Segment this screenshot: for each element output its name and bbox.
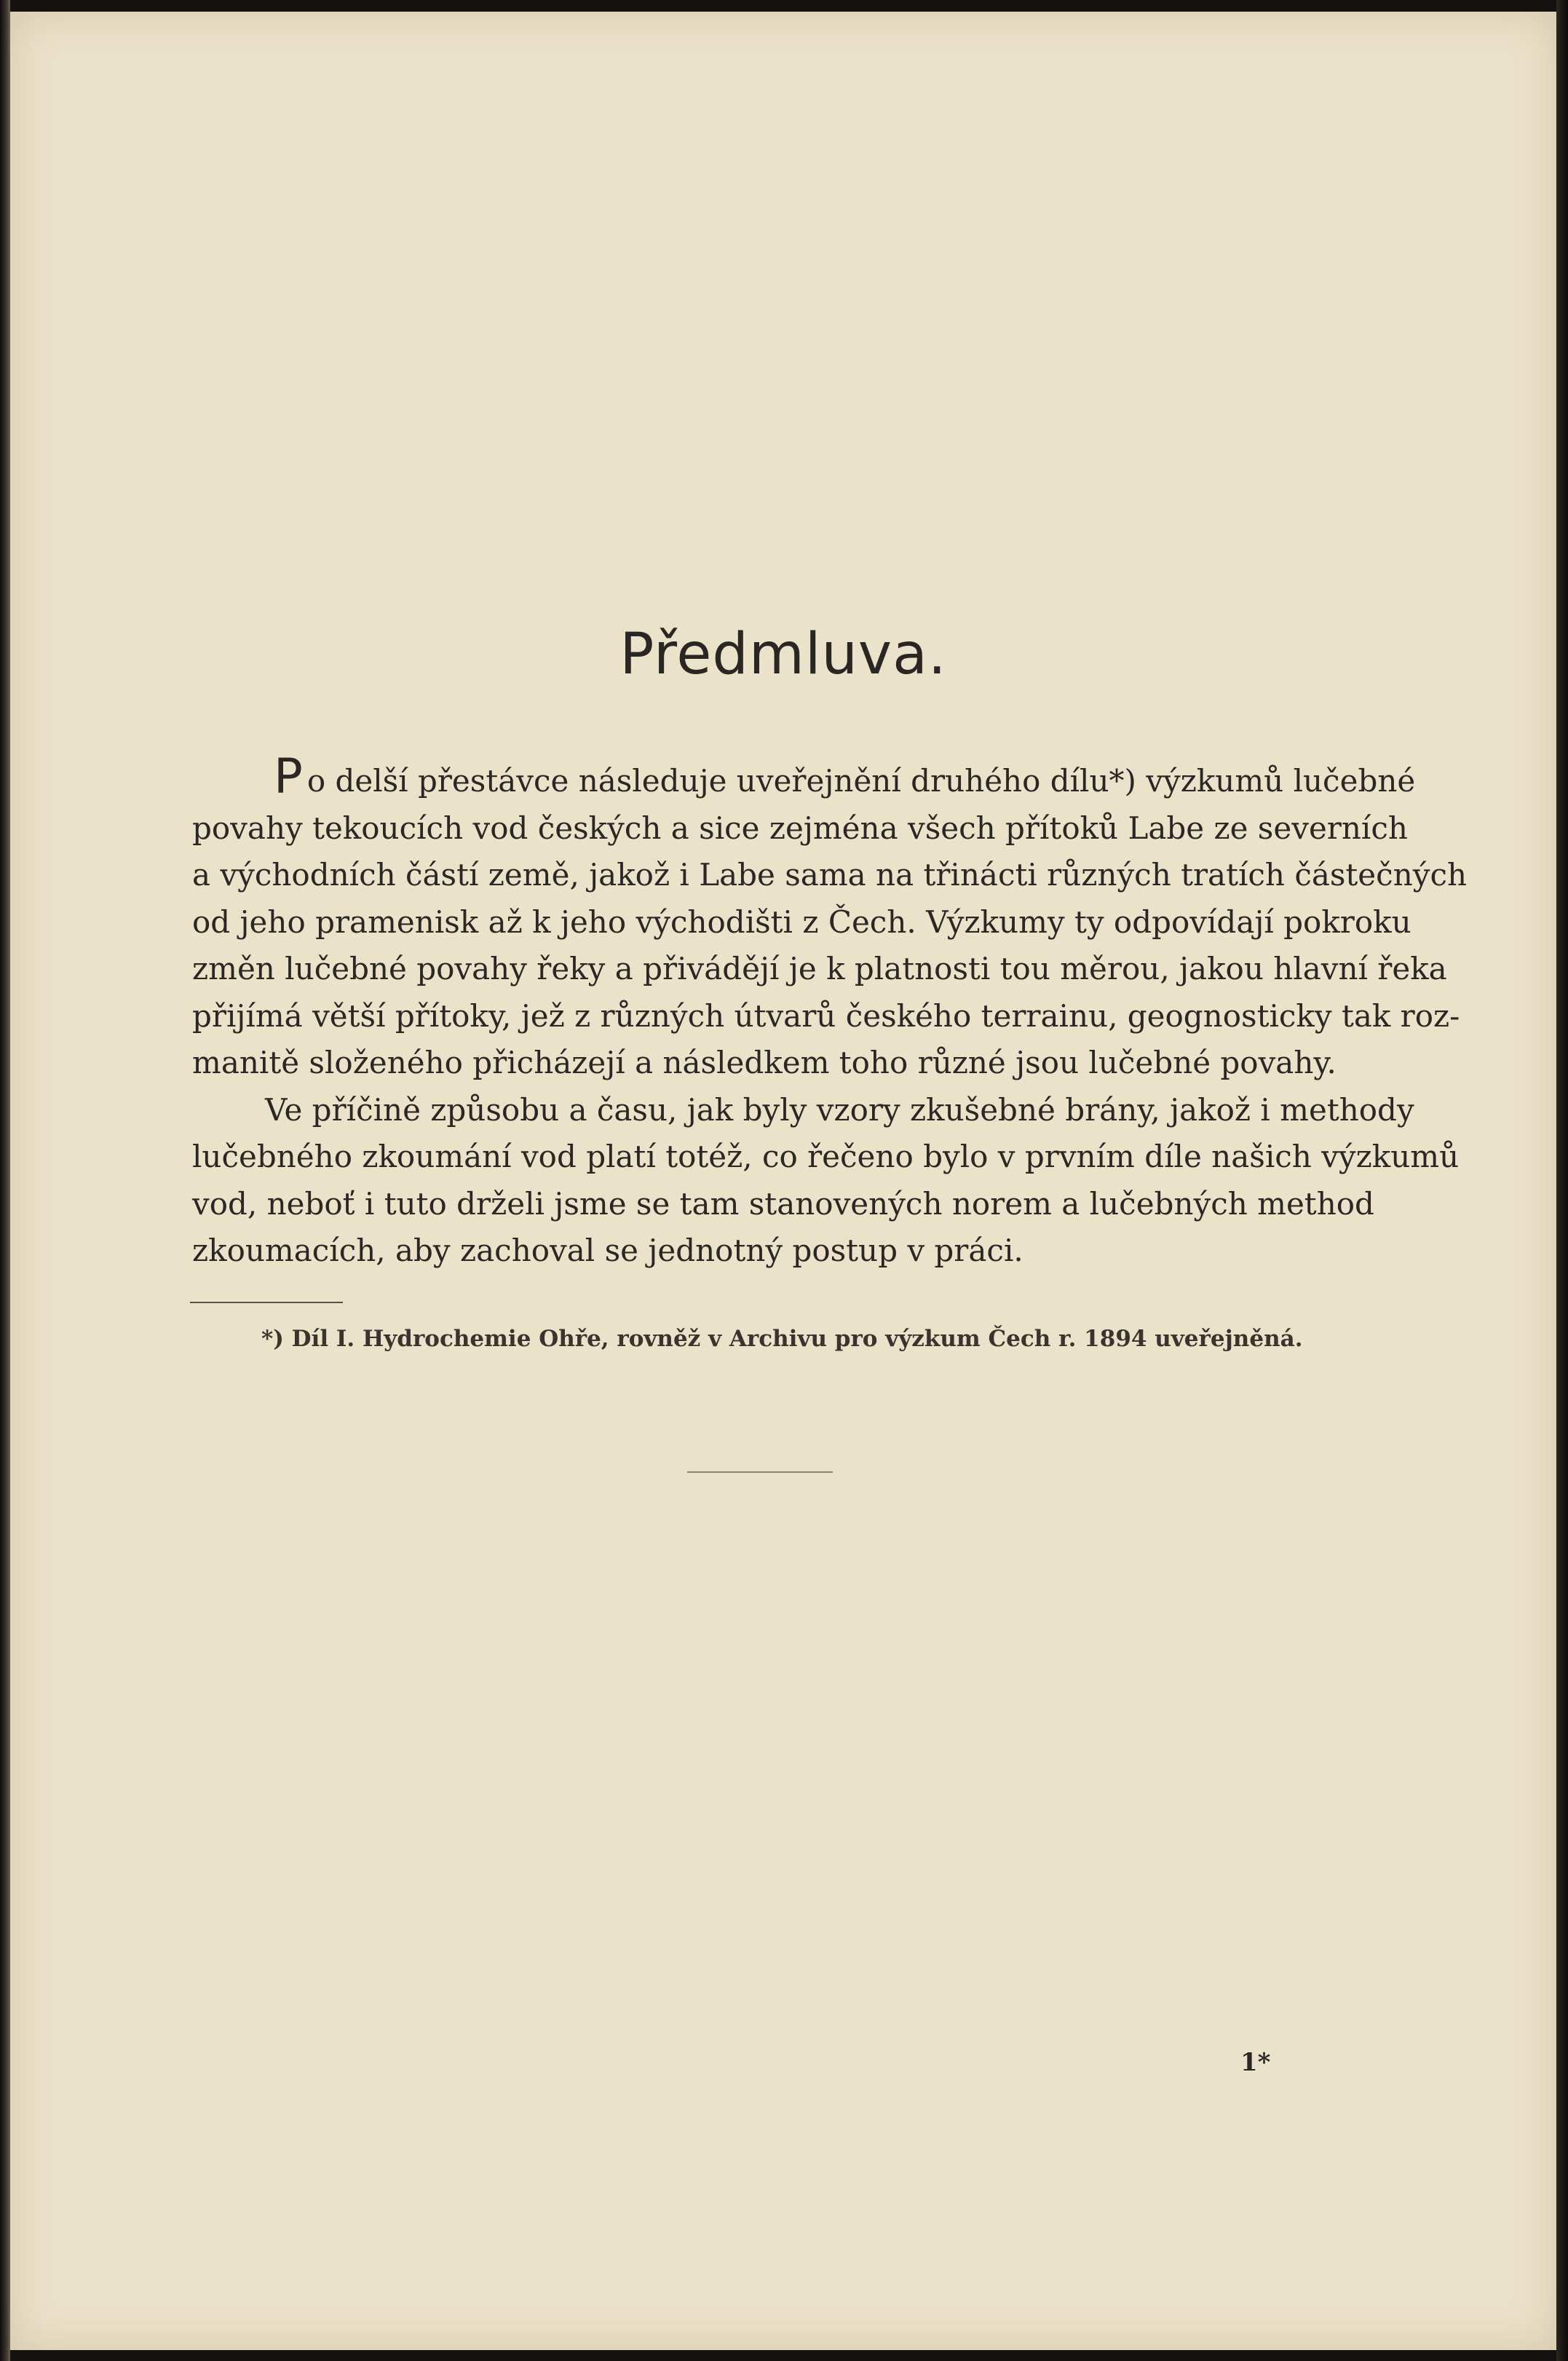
- paragraph-line: přijímá větší přítoky, jež z různých útvarů českého terrainu, geognosticky tak roz-: [192, 997, 1460, 1034]
- body-text: [192, 748, 1468, 1275]
- paragraph-line: a východních částí země, jakož i Labe sama na třinácti různých tratích částečných: [192, 857, 1468, 893]
- paragraph-line: změn lučebné povahy řeky a přivádějí je k platnosti tou měrou, jakou hlavní řeka: [192, 951, 1447, 986]
- document-page: [10, 12, 1556, 2350]
- paragraph-line: zkoumacích, aby zachoval se jednotný postup v práci.: [192, 1233, 1023, 1268]
- page-title: Předmluva.: [619, 622, 947, 687]
- paragraph-line: manitě složeného přicházejí a následkem toho různé jsou lučebné povahy.: [192, 1045, 1337, 1080]
- line-text: o delší přestávce následuje uveřejnění druhého dílu*) výzkumů lučebné: [306, 763, 1416, 799]
- drop-cap: P: [274, 748, 303, 804]
- paragraph-2: [192, 1087, 1460, 1275]
- page-number: 1*: [1240, 2048, 1271, 2077]
- paragraph-line: Ve příčině způsobu a času, jak byly vzory zkušebné brány, jakož i methody: [265, 1091, 1414, 1128]
- paragraph-line: povahy tekoucích vod českých a sice zejména všech přítoků Labe ze severních: [192, 810, 1408, 846]
- footnote: *) Díl I. Hydrochemie Ohře, rovněž v Archivu pro výzkum Čech r. 1894 uveřejněná.: [261, 1326, 1303, 1352]
- book-binding-edge: [0, 0, 10, 2361]
- paragraph-line: [192, 748, 1416, 805]
- paragraph-line: vod, neboť i tuto drželi jsme se tam stanovených norem a lučebných method: [192, 1185, 1374, 1222]
- section-end-rule: [687, 1471, 833, 1473]
- scan-border: [1556, 0, 1568, 2361]
- paragraph-line: lučebného zkoumání vod platí totéž, co řečeno bylo v prvním díle našich výzkumů: [192, 1139, 1460, 1174]
- paragraph-line: od jeho pramenisk až k jeho východišti z Čech. Výzkumy ty odpovídají pokroku: [192, 903, 1411, 940]
- paragraph-1: [192, 748, 1468, 1087]
- footnote-divider: [190, 1302, 343, 1303]
